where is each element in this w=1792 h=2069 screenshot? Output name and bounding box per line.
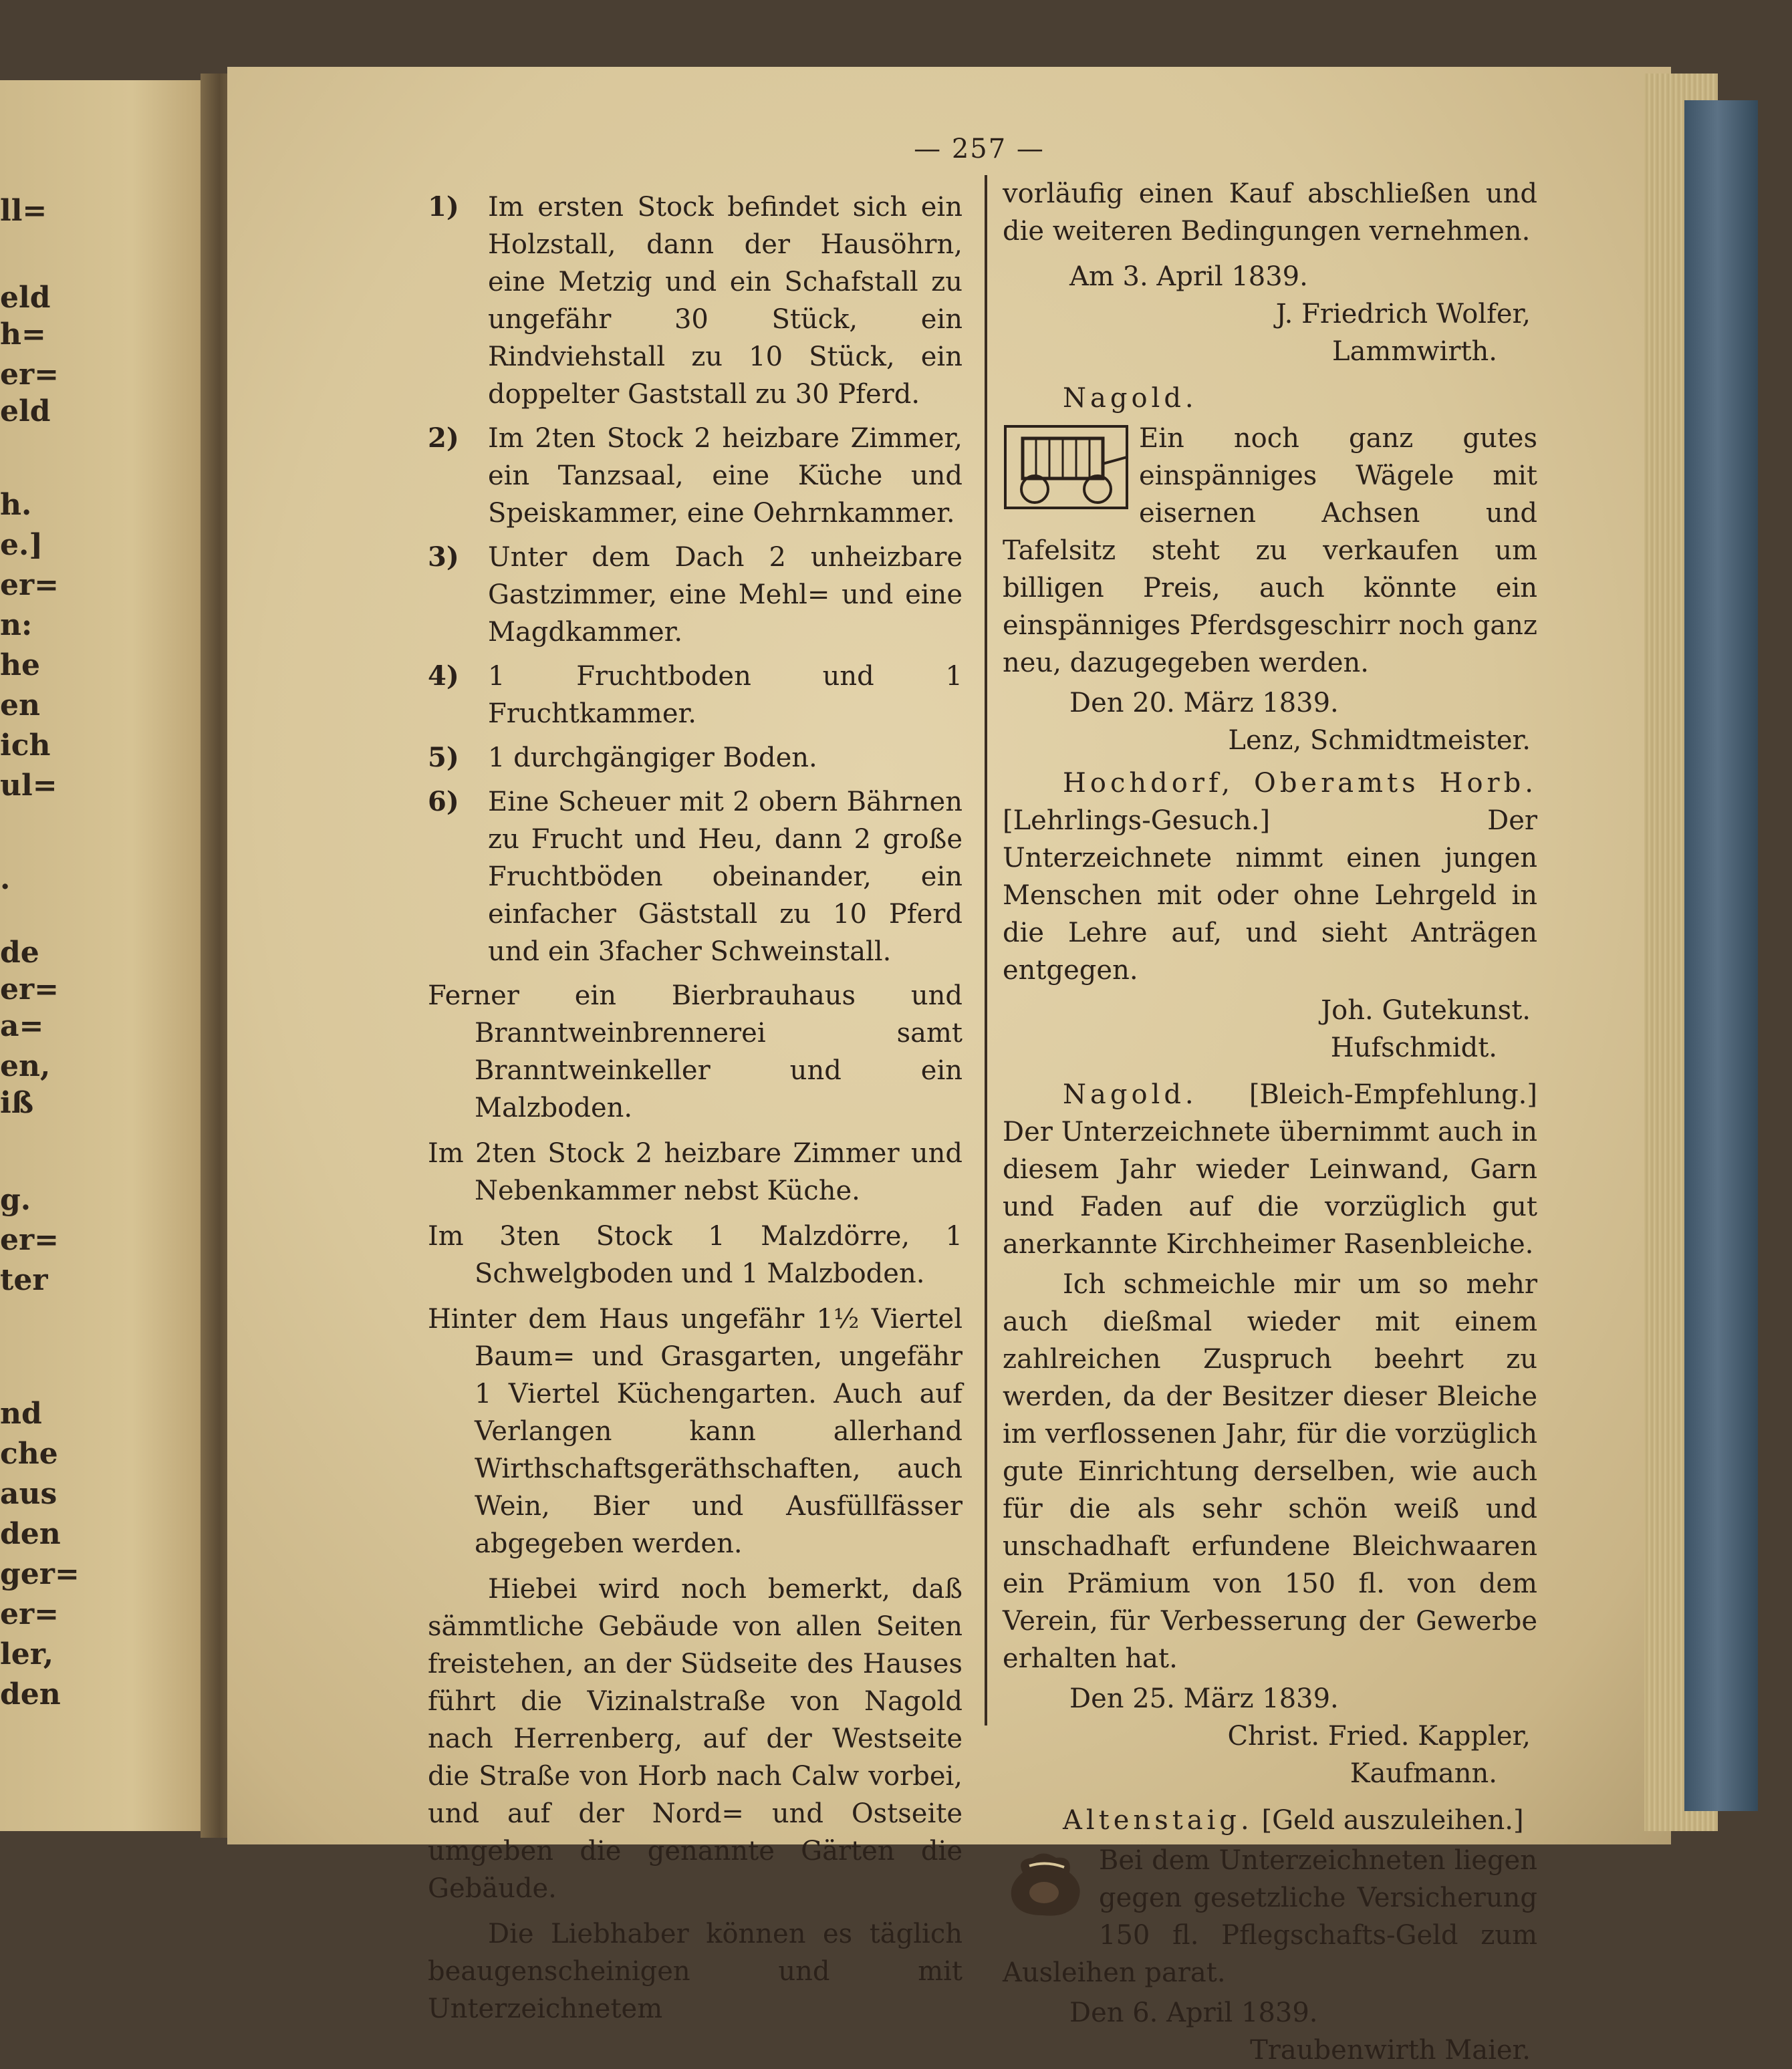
left-page-fragment: h. [0, 488, 32, 522]
left-page-fragment: che [0, 1437, 58, 1471]
left-page-fragment: n: [0, 608, 33, 642]
left-page-fragment: er= [0, 1597, 59, 1631]
ad-text: Ich schmeichle mir um so mehr auch dießmal wieder mit einem zahlreichen Zuspruch beehrt zu werden, da der Besitzer dieser Bleiche im verflossenen Jahr, für die vorzüglich gute Einrichtung derselben, wie auch für die als sehr schön weiß und unschadhaft erfundene Bleichwaaren ein Prämium von 150 fl. von dem Verein, für Verbesserung der Gewerbe erhalten hat. [1003, 1269, 1537, 1674]
item-number: 1) [428, 191, 459, 223]
left-page-fragment: eld [0, 281, 51, 315]
item-text: Im ersten Stock befindet sich ein Holzstall, dann der Hausöhrn, eine Metzig und ein Schafstall zu ungefähr 30 Stück, ein Rindviehstall zu 10 Stück, ein doppelter Gaststall zu 30 Pferd. [488, 192, 963, 410]
signature-role: Lammwirth. [1332, 336, 1497, 367]
list-item [428, 658, 963, 732]
paragraph: Hiebei wird noch bemerkt, daß sämmtliche Gebäude von allen Seiten freistehen, an der Südseite des Hauses führt die Vizinalstraße von Nagold nach Herrenberg, auf der Westseite die Straße von Horb nach Calw vorbei, und auf der Nord= und Ostseite umgeben die genannte Gärten die Gebäude. [428, 1574, 963, 1904]
left-page-fragment: iß [0, 1086, 34, 1120]
list-item [428, 188, 963, 413]
left-page-fragment: ter [0, 1263, 48, 1297]
ad-place: Nagold. [1063, 1079, 1198, 1110]
left-page-fragment: e.] [0, 528, 43, 562]
left-page-fragment: en, [0, 1049, 51, 1083]
left-page-fragment: den [0, 1517, 61, 1551]
date-line: Den 20. März 1839. [1069, 688, 1339, 718]
left-page-fragment: aus [0, 1477, 57, 1511]
ad-place: Hochdorf, Oberamts Horb. [1063, 768, 1537, 799]
ad-text: Der Unterzeichnete übernimmt auch in diesem Jahr wieder Leinwand, Garn und Faden auf die vorzüglich gut anerkannte Kirchheimer Rasenbleiche. [1003, 1117, 1537, 1260]
item-number: 4) [428, 660, 459, 692]
left-page-fragment: ler, [0, 1637, 54, 1671]
signature: Christ. Fried. Kappler, [1227, 1721, 1531, 1752]
page-number: — 257 — [914, 134, 1045, 164]
item-number: 5) [428, 742, 459, 773]
signature: Traubenwirth Maier. [1250, 2035, 1531, 2066]
left-page-fragment: . [0, 862, 11, 896]
left-page [0, 80, 221, 1831]
numbered-list [428, 188, 963, 970]
ad-heading: [Geld auszuleihen.] [1261, 1805, 1524, 1836]
continuation-text: vorläufig einen Kauf abschließen und die weiteren Bedingungen vernehmen. [1003, 178, 1537, 247]
signature: Lenz, Schmidtmeister. [1228, 725, 1531, 756]
date-line: Den 6. April 1839. [1069, 1997, 1318, 2028]
left-page-fragment: er= [0, 972, 59, 1006]
ad-place: Nagold. [1063, 383, 1198, 414]
advertisement [1003, 1802, 1537, 2069]
ad-place: Altenstaig. [1063, 1805, 1253, 1836]
left-page-fragment: g. [0, 1183, 31, 1217]
advertisement [1003, 380, 1537, 759]
paragraph: Im 2ten Stock 2 heizbare Zimmer und Nebenkammer nebst Küche. [428, 1138, 963, 1206]
right-column [1003, 175, 1537, 2069]
column-divider [985, 175, 987, 1726]
item-text: Unter dem Dach 2 unheizbare Gastzimmer, eine Mehl= und eine Magdkammer. [488, 542, 963, 648]
paragraph: Hinter dem Haus ungefähr 1½ Viertel Baum= und Grasgarten, ungefähr 1 Viertel Küchengarten. Auch auf Verlangen kann allerhand Wirthschaftsgeräthschaften, auch Wein, Bier und Ausfüllfässer abgegeben werden. [428, 1304, 963, 1559]
left-page-fragment: de [0, 936, 39, 970]
list-item [428, 539, 963, 651]
item-text: 1 Fruchtboden und 1 Fruchtkammer. [488, 661, 963, 729]
item-text: Eine Scheuer mit 2 obern Bährnen zu Frucht und Heu, dann 2 große Fruchtböden obeinander, ein einfacher Gäststall zu 10 Pferd und ein 3facher Schweinstall. [488, 787, 963, 967]
left-page-fragment: h= [0, 317, 46, 352]
left-page-fragment: a= [0, 1009, 44, 1043]
item-number: 2) [428, 422, 459, 454]
item-text: Im 2ten Stock 2 heizbare Zimmer, ein Tanzsaal, eine Küche und Speiskammer, eine Oehrnkammer. [488, 423, 963, 529]
list-item [428, 783, 963, 970]
left-column [428, 188, 963, 2036]
left-page-fragment: den [0, 1677, 61, 1711]
left-page-fragment: ll= [0, 194, 47, 228]
left-page-fragment: ul= [0, 769, 57, 803]
ad-text: Bei dem Unterzeichneten liegen gegen gesetzliche Versicherung 150 fl. Pflegschafts-Geld zum Ausleihen parat. [1003, 1845, 1537, 1988]
item-text: 1 durchgängiger Boden. [488, 742, 817, 773]
left-page-fragment: er= [0, 1223, 59, 1257]
carriage-icon [1003, 424, 1130, 511]
left-page-fragment: er= [0, 568, 59, 602]
left-page-fragment: ger= [0, 1557, 80, 1591]
ad-heading: [Lehrlings-Gesuch.] [1003, 805, 1271, 836]
item-number: 3) [428, 541, 459, 573]
paragraph: Ferner ein Bierbrauhaus und Branntweinbrennerei samt Branntweinkeller und ein Malzboden. [428, 980, 963, 1123]
ad-text: Der Unterzeichnete nimmt einen jungen Menschen mit oder ohne Lehrgeld in die Lehre auf, und sieht Anträgen entgegen. [1003, 805, 1537, 986]
book-cover-edge [1684, 100, 1758, 1811]
signature: Joh. Gutekunst. [1321, 995, 1531, 1026]
signature: J. Friedrich Wolfer, [1275, 299, 1531, 329]
signature-role: Kaufmann. [1350, 1758, 1497, 1789]
paragraph: Im 3ten Stock 1 Malzdörre, 1 Schwelgboden und 1 Malzboden. [428, 1221, 963, 1289]
signature-role: Hufschmidt. [1330, 1032, 1497, 1063]
left-page-fragment: eld [0, 394, 51, 428]
date-line: Am 3. April 1839. [1069, 261, 1308, 292]
left-page-fragment: he [0, 648, 40, 682]
left-page-fragment: en [0, 688, 40, 722]
left-page-fragment: nd [0, 1397, 42, 1431]
advertisement [1003, 765, 1537, 1067]
list-item [428, 739, 963, 777]
item-number: 6) [428, 786, 459, 817]
money-bag-icon [1003, 1846, 1090, 1919]
left-page-fragment: er= [0, 358, 59, 392]
ad-heading: [Bleich-Empfehlung.] [1249, 1079, 1537, 1110]
date-line: Den 25. März 1839. [1069, 1683, 1339, 1714]
left-page-fragment: ich [0, 728, 51, 763]
ad-text: Ein noch ganz gutes einspänniges Wägele mit eisernen Achsen und Tafelsitz steht zu verkaufen um billigen Preis, auch könnte ein einspänniges Pferdsgeschirr noch ganz neu, dazugegeben werden. [1003, 423, 1537, 678]
advertisement [1003, 1076, 1537, 1792]
paragraph: Die Liebhaber können es täglich beaugenscheinigen und mit Unterzeichnetem [428, 1919, 963, 2024]
list-item [428, 420, 963, 532]
